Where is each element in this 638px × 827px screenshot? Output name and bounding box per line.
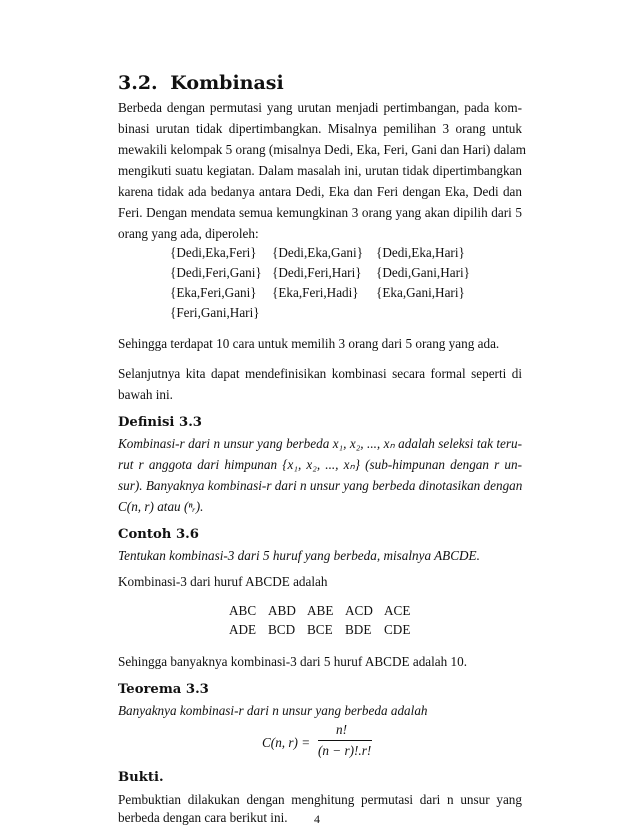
definition-line: Kombinasi-r dari n unsur yang berbeda x₁, x₂, ..., xₙ adalah seleksi tak teru- xyxy=(118,436,522,451)
fraction-bar xyxy=(318,740,372,741)
combo-item: {Feri,Gani,Hari} xyxy=(170,305,260,320)
formula-lhs: C(n, r) = xyxy=(262,735,311,750)
combo-item: {Dedi,Gani,Hari} xyxy=(376,265,470,280)
definition-heading: Definisi 3.3 xyxy=(118,415,202,430)
section-heading xyxy=(118,72,284,94)
letter-combo: ABD xyxy=(268,603,296,618)
example-lead: Kombinasi-3 dari huruf ABCDE adalah xyxy=(118,574,328,589)
combo-item: {Eka,Gani,Hari} xyxy=(376,285,465,300)
next-line: Selanjutnya kita dapat mendefinisikan kombinasi secara formal seperti di xyxy=(118,366,522,381)
after-combos-text: Sehingga terdapat 10 cara untuk memilih 3 orang dari 5 orang yang ada. xyxy=(118,336,500,351)
letter-combo: BCE xyxy=(307,622,333,637)
combo-item: {Eka,Feri,Gani} xyxy=(170,285,257,300)
combo-item: {Dedi,Feri,Hari} xyxy=(272,265,362,280)
intro-line: binasi urutan tidak dipertimbangkan. Misalnya pemilihan 3 orang untuk xyxy=(118,121,522,136)
formula-numerator: n! xyxy=(336,722,347,737)
section-number: 3.2. xyxy=(118,72,158,94)
letter-combo: ABE xyxy=(307,603,334,618)
section-title: Kombinasi xyxy=(170,72,284,94)
theorem-heading: Teorema 3.3 xyxy=(118,682,209,697)
proof-heading: Bukti. xyxy=(118,770,164,785)
letter-combo: BDE xyxy=(345,622,372,637)
proof-line: Pembuktian dilakukan dengan menghitung permutasi dari n unsur yang xyxy=(118,792,522,807)
formula-denominator: (n − r)!.r! xyxy=(318,743,372,758)
combo-item: {Dedi,Feri,Gani} xyxy=(170,265,262,280)
intro-line: Feri. Dengan mendata semua kemungkinan 3 orang yang akan dipilih dari 5 xyxy=(118,205,522,220)
definition-line: sur). Banyaknya kombinasi-r dari n unsur yang berbeda dinotasikan dengan xyxy=(118,478,523,493)
theorem-statement: Banyaknya kombinasi-r dari n unsur yang berbeda adalah xyxy=(118,703,428,718)
example-heading: Contoh 3.6 xyxy=(118,527,199,542)
definition-line: C(n, r) atau (ⁿᵣ). xyxy=(118,499,204,514)
intro-line: mengikuti suatu kegiatan. Dalam masalah ini, urutan tidak dipertimbangkan xyxy=(118,163,522,178)
example-task: Tentukan kombinasi-3 dari 5 huruf yang berbeda, misalnya ABCDE. xyxy=(118,548,480,563)
intro-line: mewakili kelompak 5 orang (misalnya Dedi, Eka, Feri, Gani dan Hari) dalam xyxy=(118,142,526,157)
letter-combo: ACE xyxy=(384,603,411,618)
intro-line: orang yang ada, diperoleh: xyxy=(118,226,259,241)
example-conclusion: Sehingga banyaknya kombinasi-3 dari 5 huruf ABCDE adalah 10. xyxy=(118,654,468,669)
proof-line: berbeda dengan cara berikut ini. xyxy=(118,810,288,825)
next-line: bawah ini. xyxy=(118,387,173,402)
combo-item: {Dedi,Eka,Feri} xyxy=(170,245,257,260)
intro-line: karena tidak ada bedanya antara Dedi, Eka dan Feri dengan Eka, Dedi dan xyxy=(118,184,522,199)
combo-item: {Eka,Feri,Hadi} xyxy=(272,285,359,300)
letter-combo: CDE xyxy=(384,622,411,637)
letter-combo: ABC xyxy=(229,603,257,618)
combo-item: {Dedi,Eka,Hari} xyxy=(376,245,465,260)
combo-item: {Dedi,Eka,Gani} xyxy=(272,245,364,260)
letter-combo: ACD xyxy=(345,603,373,618)
page-number: 4 xyxy=(314,812,320,826)
letter-combo: ADE xyxy=(229,622,257,637)
letter-combo: BCD xyxy=(268,622,296,637)
intro-line: Berbeda dengan permutasi yang urutan menjadi pertimbangan, pada kom- xyxy=(118,100,522,115)
definition-line: rut r anggota dari himpunan {x₁, x₂, ..., xₙ} (sub-himpunan dengan r un- xyxy=(118,457,522,472)
